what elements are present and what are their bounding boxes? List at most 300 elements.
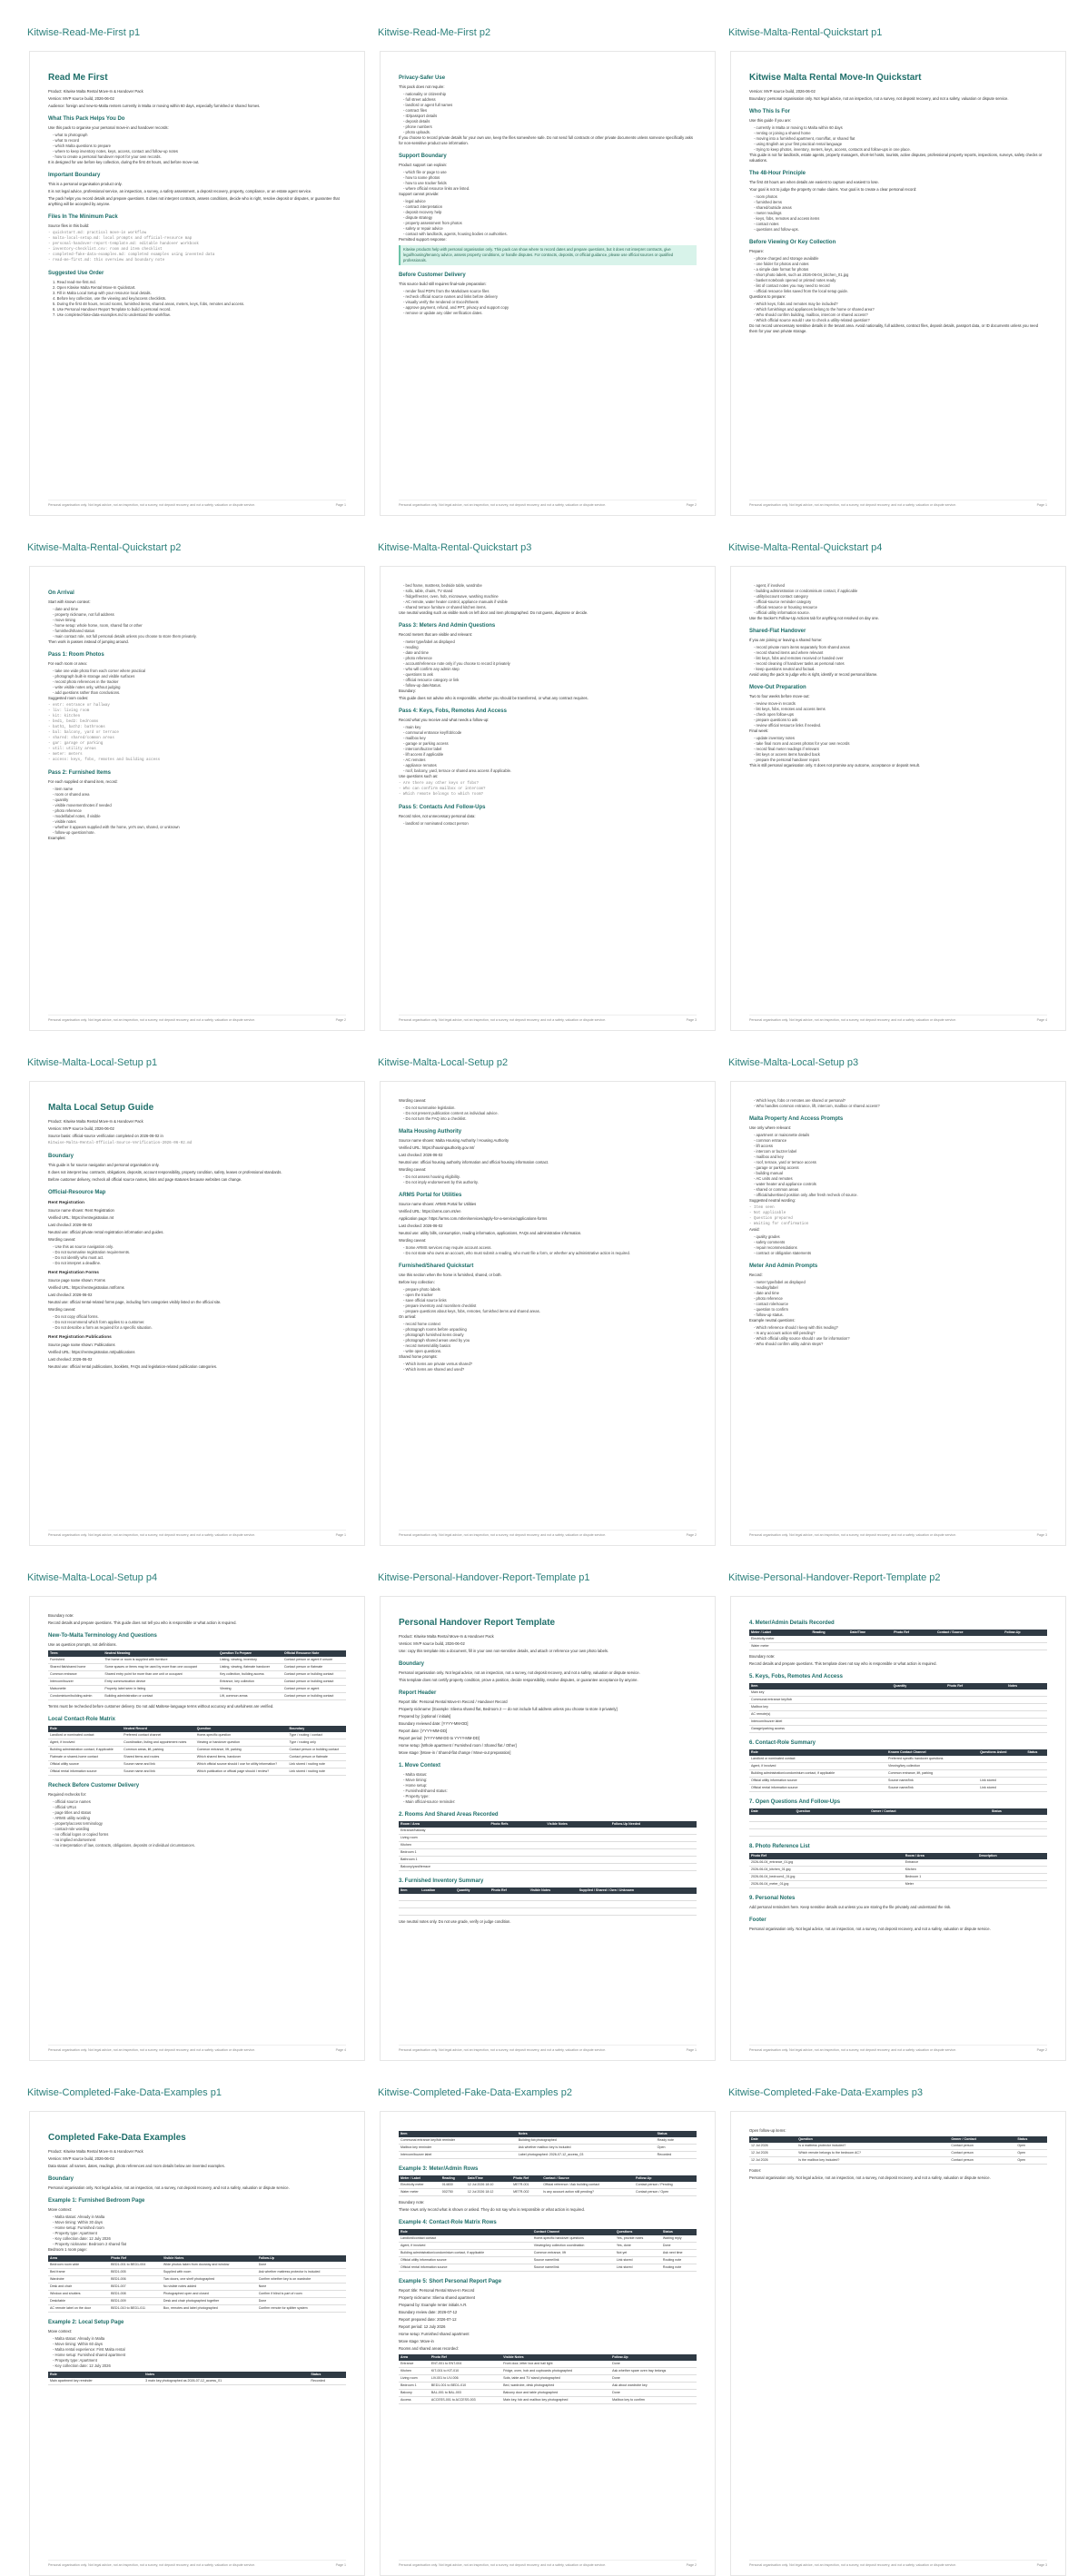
- table-cell: 12 Jul 2026: [749, 2150, 796, 2157]
- page-footer: [749, 2045, 1047, 2053]
- list-item: - Is any account action still pending?: [754, 1331, 816, 1335]
- list-item: - moving into a furnished apartment, room/flat, or shared flat: [754, 136, 855, 141]
- list-item: - phone charged and storage available: [754, 256, 819, 261]
- table-row: [48, 2276, 346, 2284]
- list-item: - Do not identify who must act.: [53, 1255, 104, 1260]
- section-heading: Important Boundary: [48, 173, 101, 178]
- list-item: - official resource category or link: [403, 678, 460, 682]
- section-heading: Support Boundary: [399, 154, 447, 159]
- table-cell: Desk and chair: [48, 2284, 109, 2291]
- paragraph: Example neutral questions:: [749, 1318, 796, 1323]
- list-item: - furnished items: [754, 200, 782, 204]
- paragraph: It is not legal advice, professional service, an inspection, a survey, a safety assessment, a deposit recovery, property, compliance, or an estate agent service.: [48, 189, 312, 193]
- table-header-cell: Date: [749, 1808, 795, 1815]
- table-header-cell: Meter / Label: [399, 2175, 440, 2182]
- paragraph: Shared home prompts:: [399, 1354, 438, 1359]
- page-heading: Personal Handover Report Template: [399, 1618, 556, 1628]
- table-cell: Balcony: [399, 2390, 430, 2397]
- list-item: - Property type:: [403, 1794, 430, 1798]
- page-title-label: Kitwise-Malta-Rental-Quickstart p2: [27, 542, 182, 553]
- footer-disclaimer: Personal organisation only. Not legal advice, not an inspection, not a survey, not deposit recovery, and not a safety, valuation or dispute service.: [749, 2048, 957, 2052]
- page-footer: [399, 1015, 697, 1023]
- paragraph: Personal organisation only. Not legal advice, not an inspection, not a survey, not deposit recovery, and not a safety, valuation or dispute service.: [749, 2175, 991, 2180]
- list-item: - meter type/label as displayed: [403, 639, 455, 644]
- list-item: - date and time: [403, 650, 429, 655]
- table-cell: Communal entrance key/fob reminder: [399, 2137, 517, 2145]
- table-row: [749, 1689, 1047, 1697]
- table-cell: [977, 1881, 1047, 1888]
- table-header-cell: Visible Notes: [501, 2354, 610, 2361]
- table-cell: Flatmate or shared-home contact: [48, 1754, 122, 1761]
- list-item: - contact notes: [754, 222, 779, 226]
- table-row: [48, 1664, 346, 1671]
- table-row: [749, 1719, 1047, 1726]
- table-header-cell: Quantity: [892, 1683, 945, 1689]
- list-item: - Property type: Apartment: [53, 2358, 97, 2363]
- table-cell: [749, 1815, 795, 1822]
- list-item: - follow-up status.: [754, 1313, 784, 1317]
- paragraph: It is designed for use before key collection, during the first 48 hours, and before move-out.: [48, 160, 200, 164]
- table-cell: [749, 1829, 795, 1837]
- paragraph: For each supplied or shared item, record:: [48, 779, 118, 784]
- list-item: - garage or parking access: [403, 741, 449, 746]
- table-cell: Mailbox key to confirm: [610, 2397, 697, 2404]
- paragraph: Property nickname: Sliema shared apartment: [399, 2295, 476, 2300]
- page-footer: [749, 1015, 1047, 1023]
- table-cell: [1025, 1763, 1047, 1770]
- list-item: - how to name photos: [403, 175, 440, 180]
- data-table: [399, 2229, 697, 2272]
- list-item: - mailbox key: [403, 736, 426, 740]
- table-header-cell: Supplied / Shared / Own / Unknown: [578, 1887, 697, 1894]
- footer-disclaimer: Personal organisation only. Not legal advice, not an inspection, not a survey, not deposit recovery, and not a safety, valuation or dispute service.: [48, 503, 256, 507]
- table-header-cell: Neutral Record: [122, 1726, 195, 1732]
- list-item: - render final PDFs from the Markdown source files: [403, 289, 490, 293]
- list-item: - contact with landlords, agents, housing bodies or authorities.: [403, 232, 508, 236]
- table-cell: Building fob photographed: [517, 2137, 656, 2145]
- list-item: - where to keep inventory notes, keys, access, contact and follow-up notes: [53, 149, 179, 154]
- footer-disclaimer: Personal organisation only. Not legal advice, not an inspection, not a survey, not deposit recovery, and not a safety, valuation or dispute service.: [399, 1018, 607, 1022]
- paragraph: The pack helps you record details and prepare questions. It does not interpret contracts, assess conditions, decide who is right, resolve deposit or disputes, or guarantee that anything will be accepted by anyone.: [48, 196, 340, 206]
- section-heading: 5. Keys, Fobs, Remotes And Access: [749, 1674, 843, 1679]
- table-row-empty: [399, 1901, 697, 1908]
- table-cell: [490, 1864, 546, 1871]
- footer-page-number: Page 2: [1036, 2048, 1047, 2052]
- section-heading: New-To-Malta Terminology And Questions: [48, 1633, 157, 1639]
- table-cell: Bedroom 1: [399, 2383, 430, 2390]
- page-title-label: Kitwise-Read-Me-First p1: [27, 27, 141, 38]
- table-cell: Is any account action still pending?: [541, 2189, 634, 2196]
- table-row: [399, 1857, 697, 1864]
- table-cell: [977, 1867, 1047, 1874]
- paragraph: Use neutral notes only. Do not use grade, verify or judge condition.: [399, 1919, 511, 1924]
- table-header-cell: Date/Time: [848, 1630, 892, 1636]
- footer-page-number: Page 1: [335, 2563, 346, 2567]
- list-item: - add questions rather than conclusions.: [53, 690, 121, 695]
- list-item: - deposit recovery help: [403, 210, 442, 214]
- list-item: - intercom or buzzer label: [754, 1149, 797, 1154]
- paragraph: Use questions such as:: [399, 774, 439, 778]
- paragraph: Avoid:: [749, 1227, 760, 1232]
- table-cell: Bedroom 1: [399, 1849, 490, 1857]
- table-cell: Ask about wardrobe key: [610, 2383, 697, 2390]
- table-row: [749, 1859, 1047, 1867]
- list-item: - Who should confirm building, mailbox, intercom or shared access?: [754, 312, 868, 317]
- list-item: - safety comments: [754, 1240, 786, 1244]
- list-item: - property/access terminology: [53, 1821, 103, 1826]
- paragraph: Record what you receive and what needs a follow-up:: [399, 718, 490, 722]
- code-line: - Not applicable: [749, 1212, 786, 1215]
- table-header-cell: Status: [309, 2372, 346, 2378]
- table-cell: Which remote belongs to the bedroom AC?: [796, 2150, 949, 2157]
- paragraph: This guide is not for landlords, estate agents, property managers, short-let hosts, tourists, active disputes, professional property reports, inspections, surveys, safety checks or valuations.: [749, 153, 1043, 163]
- section-heading: The 48-Hour Principle: [749, 171, 806, 176]
- table-cell: Coordination, listing and appointment notes: [122, 1739, 195, 1747]
- list-item: - Which furnishings and appliances belong to the home or shared area?: [754, 307, 875, 312]
- table-cell: [892, 1643, 935, 1650]
- code-line: - Item seen: [749, 1206, 775, 1210]
- table-row: [48, 2298, 346, 2305]
- paragraph: Boundary note:: [749, 1654, 776, 1659]
- section-heading: Local Contact-Role Matrix: [48, 1717, 116, 1722]
- table-cell: [945, 1704, 1006, 1711]
- table-cell: Listing, viewing, inventory: [218, 1657, 282, 1664]
- table-cell: Confirm if blind is part of room: [257, 2291, 346, 2298]
- footer-page-number: Page 2: [686, 503, 697, 507]
- footer-disclaimer: Personal organisation only. Not legal advice, not an inspection, not a survey, not deposit recovery, and not a safety, valuation or dispute service.: [749, 1018, 957, 1022]
- table-cell: Wide photos taken from doorway and window: [162, 2262, 257, 2269]
- table-cell: [399, 1908, 420, 1916]
- table-header-cell: Questions Asked: [978, 1749, 1025, 1756]
- paragraph: Report title: Personal Rental Move-In Record: [399, 2288, 475, 2293]
- table-header-cell: Notes: [143, 2372, 309, 2378]
- table-cell: Contact person: [949, 2143, 1015, 2150]
- paragraph: Permitted support response:: [399, 237, 447, 242]
- table-cell: [610, 1849, 697, 1857]
- section-heading: Furnished/Shared Quickstart: [399, 1263, 474, 1269]
- footer-page-number: Page 1: [335, 1533, 346, 1537]
- data-table: [48, 2255, 346, 2313]
- list-item: 2. Open Kitwise Malta Rental Move-In Quickstart.: [53, 285, 136, 290]
- table-row: [749, 1711, 1047, 1719]
- list-item: - Furnished/shared status:: [403, 1788, 448, 1793]
- table-header-cell: Date: [749, 2136, 796, 2143]
- table-cell: BAL-001 to BAL-003: [430, 2390, 501, 2397]
- table-cell: Landlord or nominated contact: [48, 1732, 122, 1739]
- paragraph: Do not record unnecessary sensitive details in the tenant area. Avoid nationality, full address, contract files, deposit details, passport data, or ID documents unless you need them for your own private storage.: [749, 323, 1039, 333]
- table-cell: [892, 1719, 945, 1726]
- paragraph: Use as question prompts, not definitions.: [48, 1642, 117, 1647]
- table-row: [749, 1763, 1047, 1770]
- table-cell: Which publication or official page should I review?: [195, 1769, 288, 1776]
- list-item: - meter type/label as displayed: [754, 1280, 806, 1284]
- table-cell: Water meter: [399, 2189, 440, 2196]
- list-item: - date and time: [53, 607, 78, 611]
- table-cell: Contact person or building contact: [282, 1671, 346, 1679]
- table-cell: Source name/link: [886, 1785, 978, 1792]
- list-item: - Home setup: Furnished shared apartment: [53, 2353, 126, 2357]
- table-cell: [945, 1689, 1006, 1697]
- list-item: - approve payment, refund, and PPT, privacy and support copy: [403, 305, 509, 310]
- document-page: [380, 1596, 716, 2061]
- section-heading: Meter And Admin Prompts: [749, 1263, 818, 1269]
- list-item: - visible movement/notes if needed: [53, 803, 112, 807]
- table-row: [749, 1756, 1047, 1763]
- table-row: [399, 1842, 697, 1849]
- list-item: - record home context: [403, 1322, 440, 1326]
- code-line: Kitwise-Malta-Rental-Official-Source-Verification-2026-06-02.md: [48, 1142, 193, 1145]
- table-cell: [795, 1829, 869, 1837]
- table-header-cell: Status: [661, 2229, 697, 2235]
- table-row: [399, 2137, 697, 2145]
- paragraph: Personal organisation only. Not legal advice, not an inspection, not a survey, not deposit recovery, and not a safety, valuation or dispute service.: [48, 2185, 290, 2190]
- table-header-cell: Visible Notes: [529, 1887, 578, 1894]
- table-header-cell: Term: [48, 1650, 103, 1657]
- table-header-cell: Question: [796, 2136, 949, 2143]
- page-heading: Malta Local Setup Guide: [48, 1103, 154, 1113]
- table-cell: Landlord/contact contact: [399, 2235, 532, 2243]
- list-item: - home setup: whole home, room, shared flat or other: [53, 623, 143, 628]
- paragraph: Record meters that are visible and relevant:: [399, 632, 472, 637]
- list-item: - Do not assess housing eligibility.: [403, 1174, 460, 1179]
- table-row: [749, 1643, 1047, 1650]
- list-item: - appliance remotes: [403, 763, 437, 768]
- table-cell: BED1-007: [109, 2284, 162, 2291]
- paragraph: Move context:: [48, 2329, 73, 2333]
- section-heading: 7. Open Questions And Follow-Ups: [749, 1799, 841, 1805]
- list-item: - take final room and access photos for your own records: [754, 741, 850, 746]
- table-header-cell: Photo Refs: [490, 1821, 546, 1828]
- list-item: - roof, balcony, yard, terrace or shared area access if applicable.: [403, 768, 512, 773]
- data-table: [399, 1887, 697, 1916]
- table-cell: ACCESS-001 to ACCESS-003: [430, 2397, 501, 2404]
- table-cell: Bedroom 1: [904, 1874, 977, 1881]
- table-header-cell: Description: [977, 1853, 1047, 1859]
- paragraph: Use only where relevant:: [749, 1125, 792, 1130]
- section-heading: Files In The Minimum Pack: [48, 214, 118, 220]
- list-item: - take one wide photo from each corner where practical: [53, 669, 146, 673]
- list-item: - lift access if applicable: [403, 752, 444, 757]
- list-item: - Do not turn the FAQ into a checklist.: [403, 1116, 467, 1121]
- document-page: [730, 1596, 1066, 2061]
- table-cell: Mailbox key: [749, 1704, 892, 1711]
- table-row: [399, 2182, 697, 2189]
- paragraph: Source files in this build:: [48, 223, 90, 228]
- table-cell: [545, 1857, 609, 1864]
- list-item: - Who should confirm utility admin steps?: [754, 1342, 824, 1346]
- section-heading: Boundary: [48, 1154, 74, 1159]
- table-cell: AC remote(s): [749, 1711, 892, 1719]
- table-header-cell: Room / Area: [399, 1821, 490, 1828]
- list-item: - official URLs: [53, 1805, 76, 1809]
- table-cell: Bathroom 1: [399, 1857, 490, 1864]
- code-line: - completed-fake-data-examples.md: completed examples using invented data: [48, 253, 215, 257]
- table-cell: [610, 1864, 697, 1871]
- table-cell: Done: [610, 2375, 697, 2383]
- list-item: - Move timing: Within 30 days: [53, 2220, 103, 2224]
- section-heading: Boundary: [399, 1661, 425, 1667]
- table-header-cell: Contact Channel: [532, 2229, 615, 2235]
- list-item: - Malta rental experience: First Malta rental: [53, 2347, 125, 2352]
- paragraph: Neutral use: official rental-related forms page, including form categories visibly listed on the official site.: [48, 1300, 222, 1304]
- list-item: - update inventory notes: [754, 736, 795, 740]
- table-cell: METR-001: [511, 2182, 541, 2189]
- section-heading: Suggested Use Order: [48, 271, 104, 276]
- paragraph: Bedroom 1 room page:: [48, 2247, 87, 2252]
- paragraph: Suggested neutral wording:: [749, 1198, 796, 1203]
- list-item: - where official resource links are listed.: [403, 186, 470, 191]
- paragraph: This guide does not advise who is responsible, whether you should be transferred, or what any contract requires.: [399, 696, 588, 700]
- paragraph: Verified URL: https://housingauthority.gov.mt/: [399, 1145, 475, 1150]
- table-cell: Bedroom room wide: [48, 2262, 109, 2269]
- list-item: - reading/label: [754, 1285, 778, 1290]
- list-item: - Do not state who owns an account, who must submit a reading, who must file a form, or whether any administrative action is required.: [403, 1251, 630, 1255]
- footer-disclaimer: Personal organisation only. Not legal advice, not an inspection, not a survey, not deposit recovery, and not a safety, valuation or dispute service.: [399, 2563, 607, 2567]
- list-item: - landlord or agent full names: [403, 103, 453, 107]
- list-item: - contract files: [403, 108, 428, 113]
- list-item: - which file or page to use: [403, 170, 447, 174]
- table-cell: Fridge, oven, hob and cupboards photographed: [501, 2368, 610, 2375]
- list-item: - full street address: [403, 97, 436, 102]
- list-item: - apartment or maisonette details: [754, 1133, 810, 1137]
- list-item: - shared terrace furniture or shared kitchen items.: [403, 605, 487, 609]
- table-cell: Intercom/buzzer: [48, 1679, 103, 1686]
- table-cell: Source name/link: [886, 1778, 978, 1785]
- list-item: - what to record: [53, 138, 80, 143]
- code-line: - util: utility areas: [48, 748, 96, 751]
- list-item: - Some ARMS services may require account access.: [403, 1245, 492, 1250]
- list-item: - remove or update any older verification dates.: [403, 311, 483, 315]
- table-cell: [749, 1822, 795, 1829]
- table-cell: Agent, if involved: [749, 1763, 886, 1770]
- table-header-cell: Photo Ref: [749, 1853, 904, 1859]
- list-item: - prepare inventory and room/item checklist: [403, 1303, 477, 1308]
- list-item: - one folder for photos and notes: [754, 262, 809, 266]
- document-page: [730, 1081, 1066, 1546]
- list-item: - Use this as source navigation only.: [53, 1244, 114, 1249]
- table-cell: 12 Jul 2026 18:12: [466, 2189, 511, 2196]
- list-item: - repair recommendations: [754, 1245, 797, 1250]
- table-cell: Contact person or building contact: [282, 1693, 346, 1700]
- page-title-label: Kitwise-Malta-Local-Setup p4: [27, 1572, 158, 1583]
- list-item: - save official source links: [403, 1298, 447, 1303]
- table-header-cell: Status: [1015, 2136, 1047, 2143]
- table-cell: Desk/table: [48, 2298, 109, 2305]
- table-cell: Kitchen: [399, 2368, 430, 2375]
- table-cell: Maisonette: [48, 1686, 103, 1693]
- paragraph: Two to four weeks before move-out:: [749, 694, 810, 698]
- table-cell: Which official source should I use for utility information?: [195, 1761, 288, 1769]
- list-item: - whether it appears supplied with the home, yet's own, shared, or unknown: [53, 825, 180, 829]
- table-row: [48, 1754, 346, 1761]
- table-header-cell: Photo Ref: [109, 2255, 162, 2262]
- table-cell: Entrance: [399, 2361, 430, 2368]
- paragraph: Use the tracker's Follow-Up Actions tab for anything not resolved on day one.: [749, 616, 880, 620]
- list-item: - AC remotes: [403, 758, 426, 762]
- list-item: - Key collection date: 12 July 2026: [53, 2363, 111, 2368]
- list-item: - Home setup: Furnished room: [53, 2225, 104, 2230]
- list-item: - record private room items separately from shared areas: [754, 645, 850, 649]
- list-item: - phone numbers: [403, 124, 432, 129]
- table-cell: Ask whether mattress protector is included: [257, 2269, 346, 2276]
- list-item: 3. Fill in Malta Local Setup with your resource local details.: [53, 291, 152, 295]
- table-cell: [848, 1643, 892, 1650]
- table-cell: Contact person: [949, 2150, 1015, 2157]
- table-cell: Meter: [904, 1881, 977, 1888]
- document-page: [29, 2111, 365, 2576]
- footer-page-number: Page 3: [686, 1018, 697, 1022]
- table-cell: Bed, wardrobe, desk photographed: [501, 2383, 610, 2390]
- paragraph: Questions to prepare:: [749, 294, 786, 299]
- list-item: - a simple date format for photos: [754, 267, 809, 272]
- list-item: - roof, terrace, yard or terrace access: [754, 1160, 816, 1164]
- code-line: - inventory-checklist.csv: room and item checklist: [48, 248, 163, 252]
- table-row: [48, 1693, 346, 1700]
- page-footer: [48, 500, 346, 508]
- list-item: - item name: [53, 787, 74, 791]
- page-footer: [749, 2560, 1047, 2568]
- table-cell: [610, 1835, 697, 1842]
- table-cell: Type / routing only: [288, 1739, 347, 1747]
- table-cell: [455, 1894, 490, 1901]
- list-item: - photograph rooms before unpacking: [403, 1327, 467, 1332]
- paragraph: Boundary review date: 2026-07-12: [399, 2310, 458, 2314]
- list-item: - Property type: Apartment: [53, 2231, 97, 2235]
- list-item: - Which reference should I keep with this reading?: [754, 1325, 838, 1330]
- table-cell: Contact person or flatmate: [282, 1664, 346, 1671]
- table-row-empty: [399, 1908, 697, 1916]
- table-cell: Garage/parking access: [749, 1726, 892, 1733]
- list-item: - bed frame, mattress, bedside table, wardrobe: [403, 583, 482, 588]
- list-item: - record cleaning of handover tasks as personal notes: [754, 661, 845, 666]
- page-footer: [48, 1530, 346, 1538]
- table-cell: Supplied with room: [162, 2269, 257, 2276]
- table-row: [48, 1739, 346, 1747]
- table-cell: [399, 1901, 420, 1908]
- list-item: - agent, if involved: [754, 583, 785, 588]
- table-row: [749, 1881, 1047, 1888]
- document-page: [29, 51, 365, 516]
- table-row: [399, 2235, 697, 2243]
- table-cell: Source name and link: [122, 1761, 195, 1769]
- table-cell: BED1-009: [109, 2298, 162, 2305]
- section-heading: 8. Photo Reference List: [749, 1844, 810, 1849]
- table-cell: Open: [1015, 2143, 1047, 2150]
- code-line: - Waiting for confirmation: [749, 1223, 809, 1226]
- paragraph: Open follow-up items:: [749, 2128, 786, 2133]
- table-cell: [610, 1828, 697, 1835]
- paragraph: Use neutral wording such as visible mark on left door and item photographed. Do not guess, diagnose or decide.: [399, 610, 588, 615]
- table-cell: Link stored: [978, 1778, 1025, 1785]
- list-item: - official-source reminder category: [754, 599, 812, 604]
- table-cell: 12 Jul 2026 18:10: [466, 2182, 511, 2189]
- page-heading: Kitwise Malta Rental Move-In Quickstart: [749, 73, 922, 83]
- list-item: - Malta status: Already in Malta: [53, 2214, 105, 2219]
- code-line: - personal-handover-report-template.md: editable handover workbook: [48, 243, 199, 246]
- list-item: - prepare questions about keys, fobs, remotes, furnished items and shared areas.: [403, 1309, 540, 1313]
- list-item: - follow-up question/note.: [53, 830, 95, 835]
- table-cell: BED1-006: [109, 2276, 162, 2284]
- table-cell: [892, 1704, 945, 1711]
- table-cell: Building administration contact, if applicable: [48, 1747, 122, 1754]
- table-header-cell: Quantity: [455, 1887, 490, 1894]
- section-heading: 9. Personal Notes: [749, 1896, 796, 1901]
- list-item: - water heater and appliance controls: [754, 1182, 816, 1186]
- table-row: [48, 1769, 346, 1776]
- list-item: - prepare the personal handover report.: [754, 758, 821, 762]
- table-header-cell: Area: [399, 2354, 430, 2361]
- table-header-cell: Visible Notes: [162, 2255, 257, 2262]
